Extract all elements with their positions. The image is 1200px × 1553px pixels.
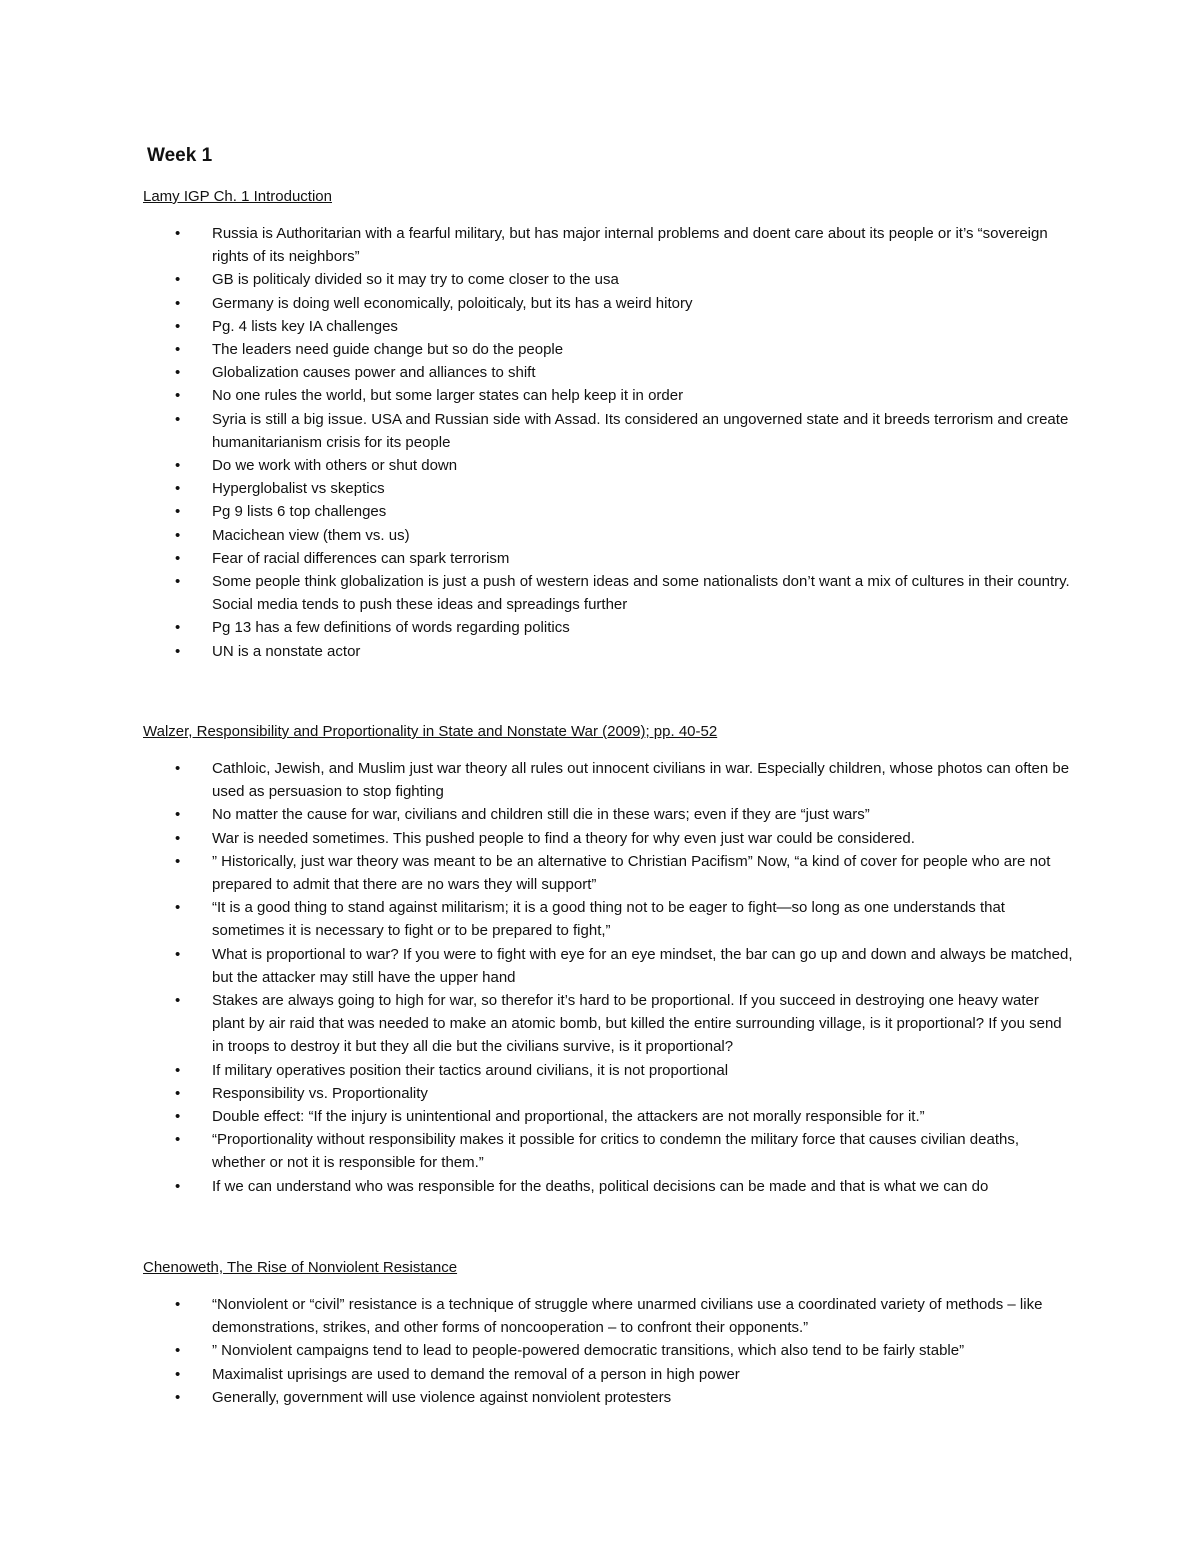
bullet-icon: • [175,1388,181,1406]
list-item-text: Maximalist uprisings are used to demand the removal of a person in high power [212,1365,740,1383]
bullet-icon: • [175,619,181,637]
list-item-text: If military operatives position their tactics around civilians, it is not proportional [212,1061,729,1079]
bullet-icon: • [175,526,181,544]
section-lamy [143,186,1073,663]
list-item-text: Russia is Authoritarian with a fearful military, but has major internal problems and doent care about its people or it’s “sovereign rights of its neighbors” [212,225,1048,266]
list-item-text: Double effect: “If the injury is unintentional and proportional, the attackers are not morally responsible for it.” [212,1108,925,1126]
list-item-text: Pg. 4 lists key IA challenges [212,317,398,335]
list-item [143,1386,1073,1409]
list-item [143,1082,1073,1105]
bullet-icon: • [175,294,181,312]
bullet-icon: • [175,410,181,428]
bullet-icon: • [175,317,181,335]
list-item-text: “Proportionality without responsibility makes it possible for critics to condemn the military force that causes civilian deaths, whether or not it is responsible for them.” [212,1131,1020,1172]
list-item [143,1128,1073,1174]
list-item-text: Some people think globalization is just a push of western ideas and some nationalists don’t want a mix of cultures in their country. Social media tends to push these ideas and spreadings further [212,573,1070,614]
list-item [143,547,1073,570]
list-item [143,268,1073,291]
list-item [143,943,1073,989]
list-item [143,222,1073,268]
list-item [143,850,1073,896]
list-item [143,1363,1073,1386]
list-item [143,1175,1073,1198]
bullet-icon: • [175,760,181,777]
bullet-list [143,1293,1073,1409]
list-item-text: No matter the cause for war, civilians and children still die in these wars; even if they are “just wars” [212,806,870,824]
bullet-icon: • [175,1342,181,1360]
list-item [143,500,1073,523]
list-item [143,292,1073,315]
list-item-text: ” Historically, just war theory was meant to be an alternative to Christian Pacifism” Now, “a kind of cover for people who are not prepared to admit that there are no wars they will support” [212,852,1051,894]
list-item-text: Hyperglobalist vs skeptics [212,480,385,498]
bullet-icon: • [175,1177,181,1195]
list-item-text: Syria is still a big issue. USA and Russian side with Assad. Its considered an ungoverned state and it breeds terrorism and create humanitarianism crisis for its people [212,410,1069,451]
list-item [143,1105,1073,1128]
list-item-text: “Nonviolent or “civil” resistance is a technique of struggle where unarmed civilians use a coordinated variety of methods – like demonstrations, strikes, and other forms of noncooperation – to confront their opponents.” [212,1296,1043,1337]
list-item-text: Globalization causes power and alliances to shift [212,364,536,382]
list-item-text: Do we work with others or shut down [212,457,458,475]
list-item-text: What is proportional to war? If you were to fight with eye for an eye mindset, the bar can go up and down and always be matched, but the attacker may still have the upper hand [212,945,1073,986]
list-item [143,361,1073,384]
list-item [143,1293,1073,1339]
bullet-icon: • [175,899,181,917]
bullet-icon: • [175,1108,181,1126]
bullet-icon: • [175,457,181,475]
bullet-icon: • [175,1131,181,1149]
list-item-text: GB is politicaly divided so it may try to come closer to the usa [212,271,619,289]
bullet-icon: • [175,480,181,498]
list-item [143,1339,1073,1362]
list-item [143,477,1073,500]
section-heading: Lamy IGP Ch. 1 Introduction [143,188,332,205]
bullet-icon: • [175,829,181,847]
list-item [143,570,1073,616]
bullet-icon: • [175,1296,181,1313]
list-item [143,1059,1073,1082]
section-heading: Chenoweth, The Rise of Nonviolent Resistance [143,1259,458,1276]
bullet-icon: • [175,1365,181,1383]
bullet-list [143,757,1073,1198]
list-item-text: Pg 9 lists 6 top challenges [212,503,387,521]
bullet-icon: • [175,852,181,870]
list-item-text: UN is a nonstate actor [212,642,361,660]
bullet-icon: • [175,341,181,359]
list-item [143,757,1073,803]
list-item-text: War is needed sometimes. This pushed people to find a theory for why even just war could be considered. [212,829,915,847]
bullet-list [143,222,1073,663]
list-item [143,524,1073,547]
list-item-text: No one rules the world, but some larger states can help keep it in order [212,387,684,405]
bullet-icon: • [175,573,181,591]
bullet-icon: • [175,1061,181,1079]
list-item-text: ” Nonviolent campaigns tend to lead to people-powered democratic transitions, which also tend to be fairly stable” [212,1342,965,1360]
bullet-icon: • [175,271,181,289]
list-item [143,896,1073,942]
list-item-text: Pg 13 has a few definitions of words regarding politics [212,619,570,637]
bullet-icon: • [175,225,181,242]
bullet-icon: • [175,387,181,405]
list-item-text: Generally, government will use violence against nonviolent protesters [212,1388,672,1406]
list-item [143,803,1073,826]
list-item [143,616,1073,639]
list-item [143,408,1073,454]
list-item [143,989,1073,1059]
list-item-text: Stakes are always going to high for war, so therefor it’s hard to be proportional. If you succeed in destroying one heavy water plant by air raid that was needed to make an atomic bomb, but killed the entire surrounding village, is it proportional? If you send in troops to destroy it but they all die but the civilians survive, is it proportional? [212,992,1062,1056]
list-item [143,454,1073,477]
list-item-text: If we can understand who was responsible for the deaths, political decisions can be made and that is what we can do [212,1177,989,1195]
list-item-text: The leaders need guide change but so do the people [212,341,564,359]
list-item-text: Fear of racial differences can spark terrorism [212,549,510,567]
bullet-icon: • [175,992,181,1010]
section-chenoweth [143,1257,1073,1409]
list-item [143,338,1073,361]
list-item [143,827,1073,850]
bullet-icon: • [175,642,181,660]
section-heading: Walzer, Responsibility and Proportionality in State and Nonstate War (2009); pp. 40-52 [143,723,718,740]
list-item-text: Cathloic, Jewish, and Muslim just war theory all rules out innocent civilians in war. Especially children, whose photos can often be used as persuasion to stop fighting [212,760,1070,801]
list-item [143,640,1073,663]
bullet-icon: • [175,549,181,567]
list-item [143,315,1073,338]
section-walzer [143,721,1073,1198]
list-item-text: “It is a good thing to stand against militarism; it is a good thing not to be eager to fight—so long as one understands that sometimes it is necessary to fight or to be prepared to fight,” [212,899,1005,940]
bullet-icon: • [175,945,181,963]
list-item-text: Responsibility vs. Proportionality [212,1084,428,1102]
list-item-text: Germany is doing well economically, poloiticaly, but its has a weird hitory [212,294,693,312]
bullet-icon: • [175,503,181,521]
list-item-text: Macichean view (them vs. us) [212,526,410,544]
bullet-icon: • [175,1084,181,1102]
bullet-icon: • [175,364,181,382]
bullet-icon: • [175,806,181,824]
list-item [143,384,1073,407]
page-title: Week 1 [147,145,213,166]
